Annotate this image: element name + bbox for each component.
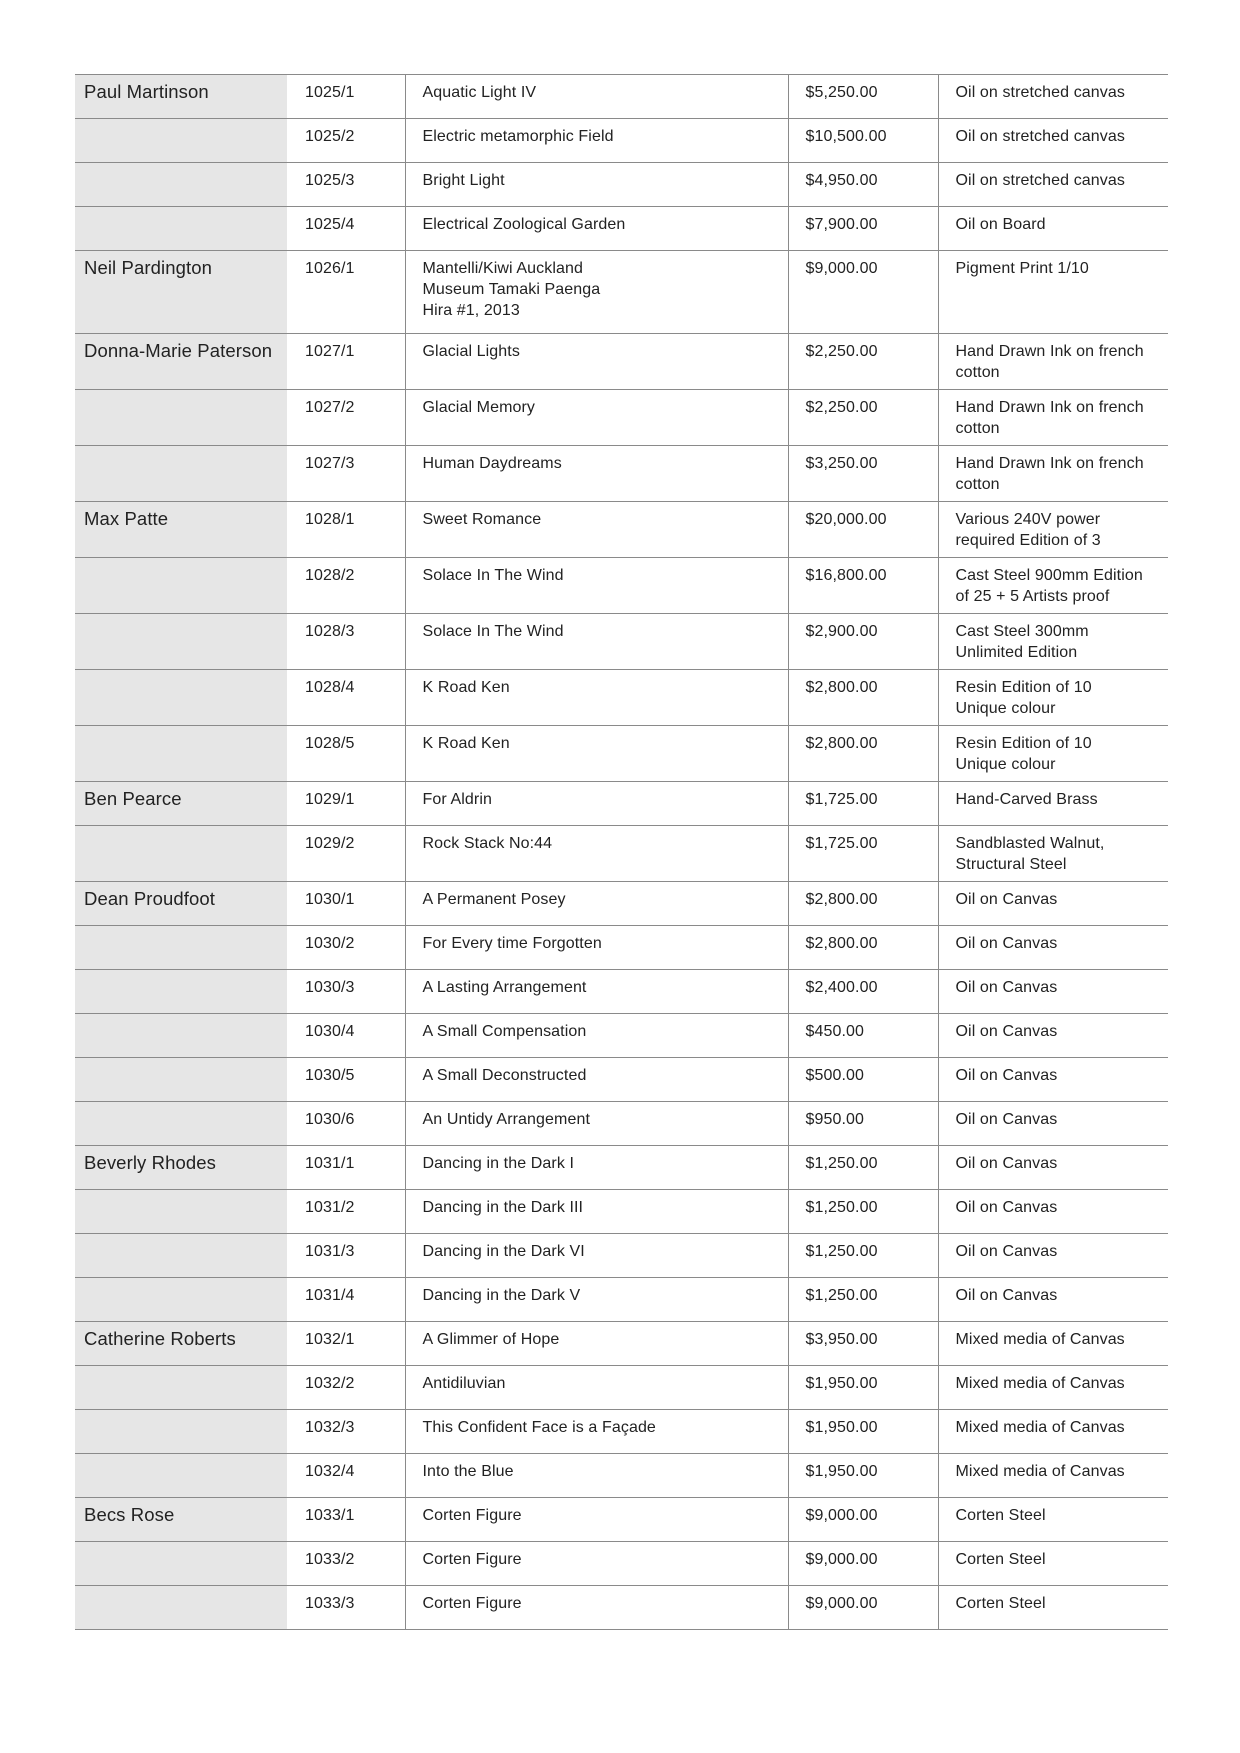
medium-cell: Oil on Canvas <box>938 1058 1168 1102</box>
title-cell: A Small Compensation <box>405 1014 788 1058</box>
price-cell: $2,250.00 <box>788 390 938 446</box>
price-cell: $1,250.00 <box>788 1278 938 1322</box>
medium-cell: Mixed media of Canvas <box>938 1322 1168 1366</box>
artist-cell <box>75 1410 287 1454</box>
lot-cell: 1030/3 <box>287 970 405 1014</box>
title-cell: Solace In The Wind <box>405 614 788 670</box>
table-row <box>75 614 1168 670</box>
medium-cell: Oil on Canvas <box>938 1190 1168 1234</box>
title-cell: A Lasting Arrangement <box>405 970 788 1014</box>
medium-cell: Resin Edition of 10 Unique colour <box>938 726 1168 782</box>
table-row <box>75 1058 1168 1102</box>
lot-cell: 1028/4 <box>287 670 405 726</box>
price-cell: $2,800.00 <box>788 882 938 926</box>
title-cell: Corten Figure <box>405 1542 788 1586</box>
medium-cell: Sandblasted Walnut, Structural Steel <box>938 826 1168 882</box>
table-row <box>75 1586 1168 1630</box>
table-row <box>75 782 1168 826</box>
title-cell: Dancing in the Dark V <box>405 1278 788 1322</box>
price-cell: $1,950.00 <box>788 1366 938 1410</box>
table-row <box>75 1366 1168 1410</box>
artist-cell <box>75 1234 287 1278</box>
lot-cell: 1031/1 <box>287 1146 405 1190</box>
artist-cell <box>75 1586 287 1630</box>
price-cell: $1,725.00 <box>788 826 938 882</box>
title-cell: An Untidy Arrangement <box>405 1102 788 1146</box>
title-cell: Solace In The Wind <box>405 558 788 614</box>
lot-cell: 1027/2 <box>287 390 405 446</box>
price-cell: $2,400.00 <box>788 970 938 1014</box>
medium-cell: Mixed media of Canvas <box>938 1410 1168 1454</box>
table-row <box>75 251 1168 334</box>
medium-cell: Oil on stretched canvas <box>938 75 1168 119</box>
title-cell: A Permanent Posey <box>405 882 788 926</box>
lot-cell: 1031/4 <box>287 1278 405 1322</box>
table-row <box>75 334 1168 390</box>
artist-cell <box>75 1014 287 1058</box>
artist-cell: Becs Rose <box>75 1498 287 1542</box>
price-cell: $7,900.00 <box>788 207 938 251</box>
table-row <box>75 1454 1168 1498</box>
artist-cell <box>75 207 287 251</box>
price-cell: $10,500.00 <box>788 119 938 163</box>
title-cell: Bright Light <box>405 163 788 207</box>
lot-cell: 1025/4 <box>287 207 405 251</box>
lot-cell: 1032/4 <box>287 1454 405 1498</box>
title-cell: Dancing in the Dark III <box>405 1190 788 1234</box>
price-cell: $1,950.00 <box>788 1454 938 1498</box>
medium-cell: Mixed media of Canvas <box>938 1366 1168 1410</box>
lot-cell: 1027/3 <box>287 446 405 502</box>
title-cell: For Aldrin <box>405 782 788 826</box>
artist-cell: Beverly Rhodes <box>75 1146 287 1190</box>
title-cell: Glacial Lights <box>405 334 788 390</box>
artist-cell <box>75 1542 287 1586</box>
lot-cell: 1031/2 <box>287 1190 405 1234</box>
medium-cell: Hand-Carved Brass <box>938 782 1168 826</box>
title-cell: K Road Ken <box>405 726 788 782</box>
medium-cell: Resin Edition of 10 Unique colour <box>938 670 1168 726</box>
table-row <box>75 882 1168 926</box>
table-row <box>75 926 1168 970</box>
artist-cell <box>75 970 287 1014</box>
table-row <box>75 1278 1168 1322</box>
lot-cell: 1033/3 <box>287 1586 405 1630</box>
price-cell: $3,250.00 <box>788 446 938 502</box>
title-cell: This Confident Face is a Façade <box>405 1410 788 1454</box>
lot-cell: 1030/6 <box>287 1102 405 1146</box>
medium-cell: Oil on Canvas <box>938 926 1168 970</box>
lot-cell: 1032/1 <box>287 1322 405 1366</box>
price-cell: $9,000.00 <box>788 1586 938 1630</box>
title-cell: Glacial Memory <box>405 390 788 446</box>
table-row <box>75 726 1168 782</box>
table-row <box>75 1146 1168 1190</box>
price-cell: $2,800.00 <box>788 926 938 970</box>
title-cell: Rock Stack No:44 <box>405 826 788 882</box>
title-cell: K Road Ken <box>405 670 788 726</box>
medium-cell: Hand Drawn Ink on french cotton <box>938 446 1168 502</box>
artist-cell <box>75 614 287 670</box>
artist-cell: Neil Pardington <box>75 251 287 334</box>
artist-cell <box>75 1454 287 1498</box>
title-cell: Corten Figure <box>405 1498 788 1542</box>
title-cell: Into the Blue <box>405 1454 788 1498</box>
artist-cell <box>75 1102 287 1146</box>
artist-cell <box>75 1366 287 1410</box>
lot-cell: 1033/2 <box>287 1542 405 1586</box>
artist-cell <box>75 558 287 614</box>
title-cell: Dancing in the Dark I <box>405 1146 788 1190</box>
price-cell: $2,800.00 <box>788 670 938 726</box>
title-cell: Antidiluvian <box>405 1366 788 1410</box>
medium-cell: Oil on Board <box>938 207 1168 251</box>
artist-cell: Donna-Marie Paterson <box>75 334 287 390</box>
medium-cell: Hand Drawn Ink on french cotton <box>938 334 1168 390</box>
title-cell: Electrical Zoological Garden <box>405 207 788 251</box>
artist-cell: Ben Pearce <box>75 782 287 826</box>
title-cell: A Small Deconstructed <box>405 1058 788 1102</box>
price-cell: $1,950.00 <box>788 1410 938 1454</box>
artist-cell <box>75 163 287 207</box>
title-cell: For Every time Forgotten <box>405 926 788 970</box>
price-cell: $9,000.00 <box>788 1542 938 1586</box>
lot-cell: 1028/1 <box>287 502 405 558</box>
table-row <box>75 446 1168 502</box>
medium-cell: Oil on Canvas <box>938 1014 1168 1058</box>
table-row <box>75 1498 1168 1542</box>
title-cell: Aquatic Light IV <box>405 75 788 119</box>
artist-cell <box>75 826 287 882</box>
title-cell: Mantelli/Kiwi Auckland Museum Tamaki Paenga Hira #1, 2013 <box>405 251 788 334</box>
lot-cell: 1030/2 <box>287 926 405 970</box>
medium-cell: Mixed media of Canvas <box>938 1454 1168 1498</box>
medium-cell: Oil on Canvas <box>938 1278 1168 1322</box>
artist-cell <box>75 446 287 502</box>
medium-cell: Oil on stretched canvas <box>938 163 1168 207</box>
lot-cell: 1029/1 <box>287 782 405 826</box>
artist-cell: Max Patte <box>75 502 287 558</box>
catalogue-body <box>75 75 1168 1630</box>
lot-cell: 1028/2 <box>287 558 405 614</box>
medium-cell: Oil on stretched canvas <box>938 119 1168 163</box>
title-cell: Electric metamorphic Field <box>405 119 788 163</box>
table-row <box>75 826 1168 882</box>
artist-cell <box>75 119 287 163</box>
artist-cell: Paul Martinson <box>75 75 287 119</box>
medium-cell: Hand Drawn Ink on french cotton <box>938 390 1168 446</box>
lot-cell: 1028/3 <box>287 614 405 670</box>
price-cell: $4,950.00 <box>788 163 938 207</box>
table-row <box>75 119 1168 163</box>
price-cell: $950.00 <box>788 1102 938 1146</box>
lot-cell: 1027/1 <box>287 334 405 390</box>
artist-cell: Catherine Roberts <box>75 1322 287 1366</box>
price-cell: $450.00 <box>788 1014 938 1058</box>
table-row <box>75 1014 1168 1058</box>
price-cell: $2,800.00 <box>788 726 938 782</box>
title-cell: Corten Figure <box>405 1586 788 1630</box>
medium-cell: Oil on Canvas <box>938 1146 1168 1190</box>
price-cell: $1,250.00 <box>788 1146 938 1190</box>
table-row <box>75 1234 1168 1278</box>
price-cell: $1,725.00 <box>788 782 938 826</box>
medium-cell: Corten Steel <box>938 1498 1168 1542</box>
medium-cell: Various 240V power required Edition of 3 <box>938 502 1168 558</box>
medium-cell: Corten Steel <box>938 1586 1168 1630</box>
table-row <box>75 670 1168 726</box>
lot-cell: 1025/1 <box>287 75 405 119</box>
medium-cell: Cast Steel 300mm Unlimited Edition <box>938 614 1168 670</box>
lot-cell: 1032/2 <box>287 1366 405 1410</box>
lot-cell: 1025/3 <box>287 163 405 207</box>
lot-cell: 1025/2 <box>287 119 405 163</box>
table-row <box>75 75 1168 119</box>
lot-cell: 1030/1 <box>287 882 405 926</box>
artist-cell: Dean Proudfoot <box>75 882 287 926</box>
lot-cell: 1028/5 <box>287 726 405 782</box>
price-cell: $2,250.00 <box>788 334 938 390</box>
price-cell: $9,000.00 <box>788 251 938 334</box>
lot-cell: 1029/2 <box>287 826 405 882</box>
medium-cell: Oil on Canvas <box>938 970 1168 1014</box>
table-row <box>75 390 1168 446</box>
artist-cell <box>75 1278 287 1322</box>
artist-cell <box>75 1058 287 1102</box>
price-cell: $500.00 <box>788 1058 938 1102</box>
artist-cell <box>75 726 287 782</box>
title-cell: Dancing in the Dark VI <box>405 1234 788 1278</box>
price-cell: $2,900.00 <box>788 614 938 670</box>
lot-cell: 1033/1 <box>287 1498 405 1542</box>
price-cell: $16,800.00 <box>788 558 938 614</box>
table-row <box>75 1410 1168 1454</box>
price-cell: $1,250.00 <box>788 1190 938 1234</box>
lot-cell: 1032/3 <box>287 1410 405 1454</box>
price-cell: $20,000.00 <box>788 502 938 558</box>
lot-cell: 1030/4 <box>287 1014 405 1058</box>
catalogue-table <box>75 74 1168 1630</box>
medium-cell: Cast Steel 900mm Edition of 25 + 5 Artists proof <box>938 558 1168 614</box>
medium-cell: Pigment Print 1/10 <box>938 251 1168 334</box>
price-cell: $3,950.00 <box>788 1322 938 1366</box>
medium-cell: Oil on Canvas <box>938 1234 1168 1278</box>
table-row <box>75 1322 1168 1366</box>
lot-cell: 1031/3 <box>287 1234 405 1278</box>
medium-cell: Oil on Canvas <box>938 882 1168 926</box>
table-row <box>75 207 1168 251</box>
table-row <box>75 1102 1168 1146</box>
artist-cell <box>75 926 287 970</box>
table-row <box>75 1190 1168 1234</box>
table-row <box>75 163 1168 207</box>
table-row <box>75 1542 1168 1586</box>
title-cell: Sweet Romance <box>405 502 788 558</box>
artist-cell <box>75 1190 287 1234</box>
price-cell: $9,000.00 <box>788 1498 938 1542</box>
artist-cell <box>75 390 287 446</box>
table-row <box>75 502 1168 558</box>
title-cell: A Glimmer of Hope <box>405 1322 788 1366</box>
lot-cell: 1030/5 <box>287 1058 405 1102</box>
medium-cell: Oil on Canvas <box>938 1102 1168 1146</box>
lot-cell: 1026/1 <box>287 251 405 334</box>
price-cell: $1,250.00 <box>788 1234 938 1278</box>
artist-cell <box>75 670 287 726</box>
table-row <box>75 558 1168 614</box>
price-cell: $5,250.00 <box>788 75 938 119</box>
table-row <box>75 970 1168 1014</box>
medium-cell: Corten Steel <box>938 1542 1168 1586</box>
title-cell: Human Daydreams <box>405 446 788 502</box>
